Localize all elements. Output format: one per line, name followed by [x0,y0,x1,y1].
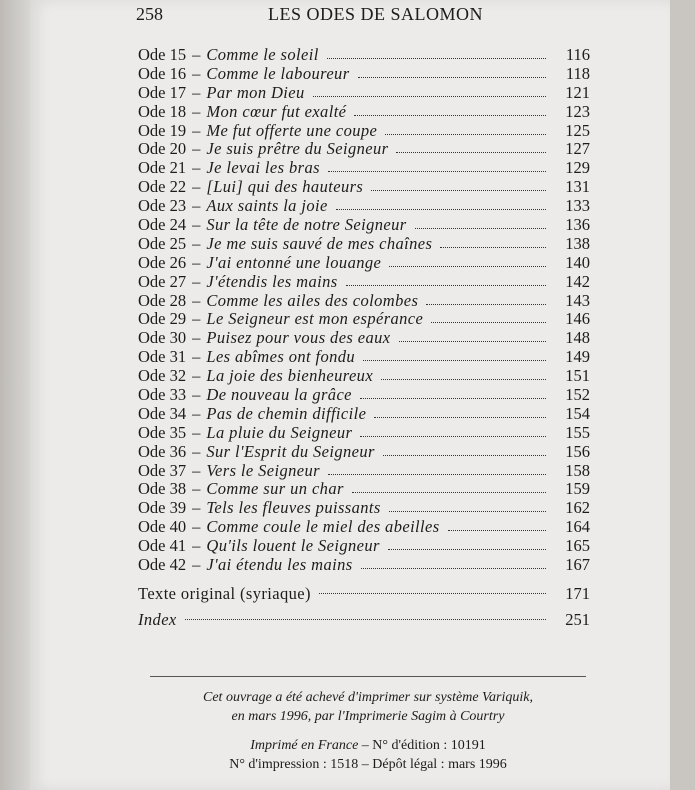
colophon-printed-line [150,736,586,755]
page-ref: 146 [565,309,590,329]
dot-leader [415,216,546,229]
toc-entry [138,405,590,424]
dot-leader [185,607,546,620]
ode-number: Ode 30 [138,328,187,348]
dash: – [192,403,201,423]
page-ref: 138 [565,233,590,253]
ode-number: Ode 34 [138,403,187,423]
ode-title: Pas de chemin difficile [206,403,367,423]
ode-title: La pluie du Seigneur [206,422,353,442]
dash: – [192,82,201,102]
ode-number: Ode 41 [138,536,187,556]
ode-number: Ode 25 [138,233,187,253]
page-ref: 149 [565,347,590,367]
ode-number: Ode 17 [138,82,187,102]
ode-number: Ode 21 [138,158,187,178]
toc-entry-original-text [138,581,590,607]
ode-title: Mon cœur fut exalté [206,101,347,121]
ode-number: Ode 27 [138,271,187,291]
ode-title: Comme les ailes des colombes [206,290,419,310]
toc-entry [138,462,590,481]
dash: – [192,555,201,575]
toc-entry [138,499,590,518]
colophon-line-2: en mars 1996, par l'Imprimerie Sagim à Courtry [231,709,505,724]
page-ref: 136 [565,215,590,235]
toc-entry [138,443,590,462]
page-ref: 127 [565,139,590,159]
page-ref: 251 [565,609,590,629]
ode-title: Comme sur un char [206,479,344,499]
table-of-contents [138,46,590,633]
ode-number: Ode 37 [138,460,187,480]
page-ref: 129 [565,158,590,178]
dash: – [192,441,201,461]
dot-leader [346,273,546,286]
edition-number: – N° d'édition : 10191 [361,738,486,753]
dash: – [192,120,201,140]
ode-number: Ode 29 [138,309,187,329]
toc-entry [138,348,590,367]
ode-number: Ode 33 [138,385,187,405]
ode-number: Ode 40 [138,517,187,537]
ode-title: La joie des bienheureux [206,366,374,386]
page-ref: 116 [565,45,590,64]
dot-leader [354,103,546,116]
page-ref: 151 [565,366,590,386]
page-ref: 125 [565,120,590,140]
ode-number: Ode 16 [138,63,187,83]
dash: – [192,271,201,291]
book-page [30,0,670,790]
impression-line: N° d'impression : 1518 – Dépôt légal : mars 1996 [229,757,507,772]
toc-entry [138,329,590,348]
ode-number: Ode 23 [138,196,187,216]
dot-leader [313,84,546,97]
ode-title: [Lui] qui des hauteurs [206,177,364,197]
index-title: Index [138,609,177,629]
toc-entry [138,367,590,386]
ode-title: Tels les fleuves puissants [206,498,381,518]
toc-entry [138,254,590,273]
ode-title: Vers le Seigneur [206,460,321,480]
dash: – [192,328,201,348]
dash: – [192,536,201,556]
ode-number: Ode 26 [138,252,187,272]
toc-entry [138,556,590,575]
toc-entry [138,140,590,159]
dot-leader [360,386,546,399]
toc-entry [138,65,590,84]
ode-title: De nouveau la grâce [206,385,352,405]
dot-leader [396,140,546,153]
page-ref: 118 [565,63,590,83]
ode-title: Comme le soleil [206,45,319,64]
toc-entry [138,537,590,556]
dash: – [192,139,201,159]
toc-entry [138,273,590,292]
dash: – [192,422,201,442]
toc-entry [138,178,590,197]
dot-leader [327,46,546,59]
ode-number: Ode 24 [138,215,187,235]
printed-in: Imprimé en France [250,738,359,753]
dash: – [192,101,201,121]
ode-title: Les abîmes ont fondu [206,347,356,367]
ode-number: Ode 22 [138,177,187,197]
page-ref: 133 [565,196,590,216]
toc-entry [138,197,590,216]
ode-title: Par mon Dieu [206,82,305,102]
colophon-line-1: Cet ouvrage a été achevé d'imprimer sur système Variquik, [203,690,533,705]
dot-leader [328,462,546,475]
toc-entry [138,159,590,178]
ode-title: Je me suis sauvé de mes chaînes [206,233,433,253]
dot-leader [381,367,546,380]
ode-title: Le Seigneur est mon espérance [206,309,424,329]
page-ref: 158 [565,460,590,480]
ode-number: Ode 36 [138,441,187,461]
dot-leader [389,254,546,267]
toc-entry [138,386,590,405]
dot-leader [448,518,546,531]
toc-entry-index [138,607,590,633]
page-ref: 123 [565,101,590,121]
ode-title: Comme le laboureur [206,63,350,83]
ode-title: Sur la tête de notre Seigneur [206,215,407,235]
dot-leader [319,581,546,594]
ode-number: Ode 19 [138,120,187,140]
colophon [150,688,586,774]
dot-leader [426,292,546,305]
page-ref: 121 [565,82,590,102]
dash: – [192,347,201,367]
dash: – [192,252,201,272]
dash: – [192,366,201,386]
toc-entry [138,103,590,122]
page-ref: 156 [565,441,590,461]
toc-entry [138,235,590,254]
dot-leader [371,178,546,191]
dot-leader [358,65,546,78]
dash: – [192,158,201,178]
ode-number: Ode 42 [138,555,187,575]
dash: – [192,385,201,405]
toc-entry [138,292,590,311]
ode-title: Me fut offerte une coupe [206,120,378,140]
ode-title: J'étendis les mains [206,271,338,291]
toc-entry [138,84,590,103]
ode-title: Je levai les bras [206,158,320,178]
ode-title: Puisez pour vous des eaux [206,328,391,348]
ode-number: Ode 31 [138,347,187,367]
dash: – [192,479,201,499]
page-ref: 164 [565,517,590,537]
dash: – [192,517,201,537]
toc-entry [138,122,590,141]
ode-number: Ode 28 [138,290,187,310]
dot-leader [352,480,546,493]
ode-title: Qu'ils louent le Seigneur [206,536,380,556]
ode-number: Ode 38 [138,479,187,499]
dot-leader [336,197,546,210]
toc-entry [138,480,590,499]
page-ref: 131 [565,177,590,197]
dash: – [192,233,201,253]
page-ref: 140 [565,252,590,272]
dash: – [192,460,201,480]
page-ref: 171 [565,583,590,603]
dash: – [192,45,201,64]
book-gutter [0,0,30,790]
dot-leader [431,310,546,323]
page-ref: 159 [565,479,590,499]
dash: – [192,63,201,83]
page-ref: 143 [565,290,590,310]
page-ref: 152 [565,385,590,405]
dash: – [192,177,201,197]
dash: – [192,196,201,216]
ode-title: Aux saints la joie [206,196,328,216]
ode-number: Ode 32 [138,366,187,386]
ode-number: Ode 39 [138,498,187,518]
ode-number: Ode 15 [138,45,187,64]
dash: – [192,290,201,310]
toc-entry [138,518,590,537]
page-number: 258 [136,4,163,24]
dot-leader [399,329,546,342]
toc-entry [138,46,590,65]
dot-leader [374,405,546,418]
ode-title: J'ai entonné une louange [206,252,382,272]
dot-leader [385,122,546,135]
page-header [136,4,536,26]
page-ref: 154 [565,403,590,423]
divider [150,676,586,677]
ode-title: J'ai étendu les mains [206,555,353,575]
dash: – [192,215,201,235]
dash: – [192,498,201,518]
dot-leader [388,537,546,550]
toc-entry [138,424,590,443]
dot-leader [440,235,546,248]
toc-entry [138,216,590,235]
dot-leader [383,443,546,456]
dot-leader [363,348,546,361]
dot-leader [389,499,546,512]
ode-number: Ode 18 [138,101,187,121]
original-text-title: Texte original (syriaque) [138,583,311,603]
page-ref: 142 [565,271,590,291]
page-ref: 148 [565,328,590,348]
ode-title: Je suis prêtre du Seigneur [206,139,389,159]
dash: – [192,309,201,329]
running-title: LES ODES DE SALOMON [268,4,484,24]
page-ref: 165 [565,536,590,556]
page-ref: 155 [565,422,590,442]
page-ref: 167 [565,555,590,575]
page-ref: 162 [565,498,590,518]
ode-title: Sur l'Esprit du Seigneur [206,441,375,461]
dot-leader [361,556,546,569]
ode-title: Comme coule le miel des abeilles [206,517,440,537]
dot-leader [360,424,546,437]
ode-number: Ode 20 [138,139,187,159]
ode-number: Ode 35 [138,422,187,442]
toc-entry [138,310,590,329]
dot-leader [328,159,546,172]
